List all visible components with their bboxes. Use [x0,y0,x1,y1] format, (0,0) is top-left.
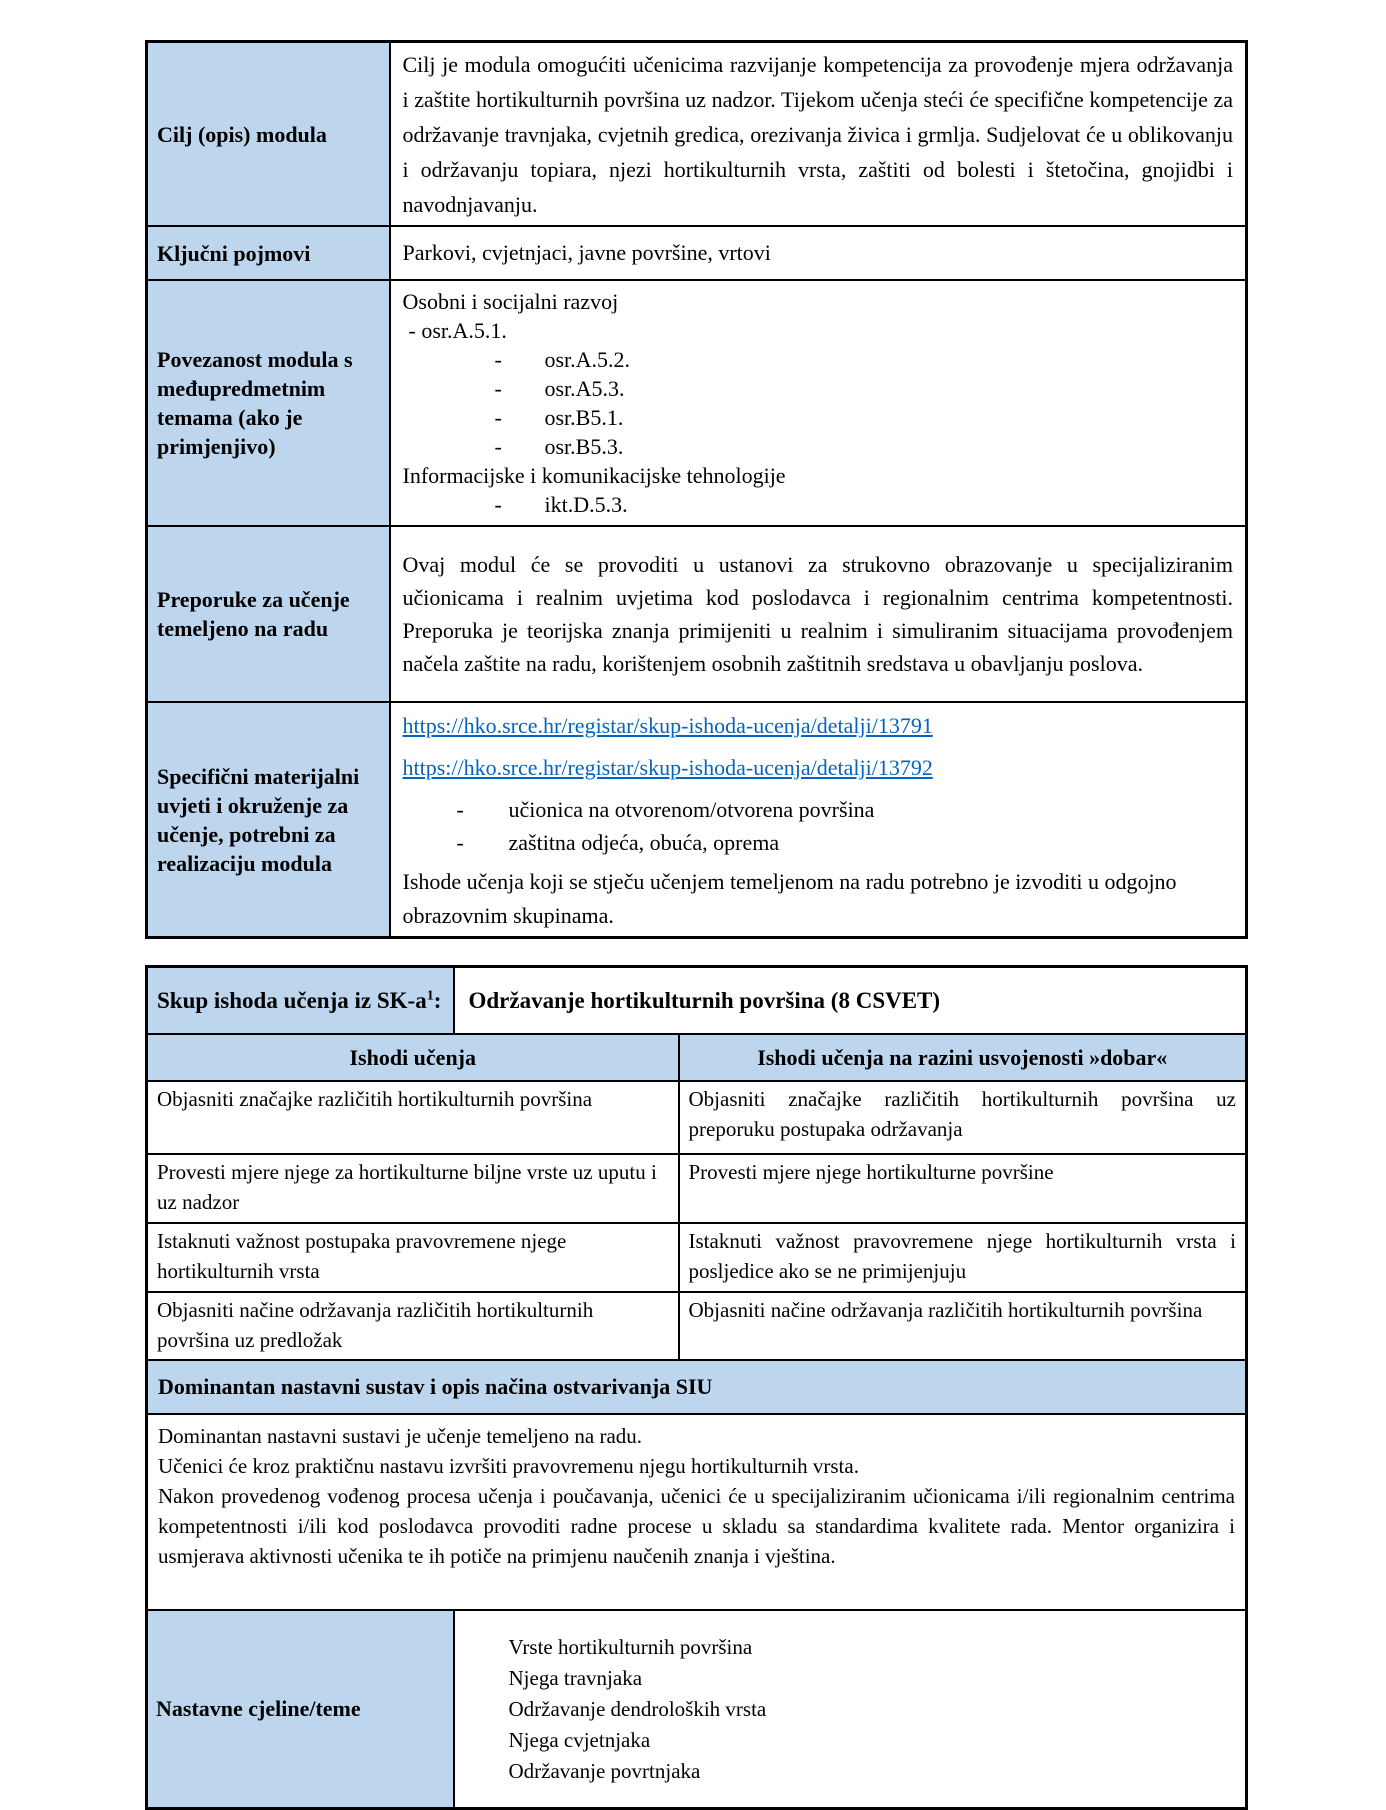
outcome-right: Objasniti načine održavanja različitih hortikulturnih površina [679,1292,1247,1360]
specificni-uvjeti-cell [390,702,1247,938]
row-povezanost [147,280,1247,526]
specificni-bullet-ucionica [403,794,1234,825]
dash-bullet: - [494,405,502,430]
tema-item: Održavanje dendroloških vrsta [508,1696,767,1721]
specificni-bullet-oprema [403,827,1234,858]
outcome-right: Istaknuti važnost pravovremene njege hortikulturnih vrsta i posljedice ako se ne primijenjuju [679,1223,1247,1292]
outcome-left: Objasniti načine održavanja različitih hortikulturnih površina uz predložak [147,1292,679,1360]
povezanost-group-osr: Osobni i socijalni razvoj [402,289,619,314]
povezanost-group-ikt: Informacijske i komunikacijske tehnologije [402,463,786,488]
row-nastavne-cjeline [147,1610,1247,1809]
specificni-closing-text: Ishode učenja koji se stječu učenjem temeljenom na radu potrebno je izvoditi u odgojno obrazovnim skupinama. [402,869,1177,928]
outcome-left: Provesti mjere njege za hortikulturne biljne vrste uz uputu i uz nadzor [147,1154,679,1223]
povezanost-ref-item [403,403,1234,432]
cilj-modula-label: Cilj (opis) modula [147,42,390,227]
povezanost-ref-text: osr.B5.3. [544,434,624,459]
preporuke-label: Preporuke za učenje temeljeno na radu [147,526,390,702]
povezanost-ref-text: osr.B5.1. [544,405,624,430]
preporuke-cell [390,526,1247,702]
header-ishodi-ucenja: Ishodi učenja [147,1034,679,1081]
dominantan-body-cell [147,1414,1247,1610]
povezanost-ref-item [403,490,1234,519]
skup-ishoda-label-text: Skup ishoda učenja iz SK-a [157,987,427,1013]
povezanost-cell [390,280,1247,526]
skup-ishoda-value: Održavanje hortikulturnih površina (8 CSVET) [454,967,1247,1035]
outcome-row [147,1154,1247,1223]
dash-bullet: - [456,797,464,822]
specificni-bullet-text: učionica na otvorenom/otvorena površina [508,797,875,822]
outcome-left: Istaknuti važnost postupaka pravovremene njege hortikulturnih vrsta [147,1223,679,1292]
dash-bullet: - [494,492,502,517]
dash-bullet: - [494,376,502,401]
row-dominantan-header [147,1360,1247,1414]
outcome-row [147,1223,1247,1292]
dash-bullet: - [494,434,502,459]
povezanost-ref-item [403,345,1234,374]
povezanost-ref-text: osr.A5.3. [544,376,625,401]
cilj-modula-cell [390,42,1247,227]
outcome-right: Provesti mjere njege hortikulturne površine [679,1154,1247,1223]
module-info-table [145,40,1248,939]
cilj-modula-text: Cilj je modula omogućiti učenicima razvijanje kompetencija za provođenje mjera održavanja i zaštite hortikulturnih površina uz nadzor. Tijekom učenja steći će specifične kompetencije za održavanje travnjaka, cvjetnih gredica, orezivanja živica i grmlja. Sudjelovat će u oblikovanju i održavanju topiara, njezi hortikulturnih vrsta, zaštiti od bolesti i štetočina, gnojidbi i navodnjavanju. [402,51,1233,217]
povezanost-ref-osr-a51: - osr.A.5.1. [408,318,507,343]
row-preporuke [147,526,1247,702]
outcomes-header-row [147,1034,1247,1081]
header-ishodi-dobar: Ishodi učenja na razini usvojenosti »dobar« [679,1034,1247,1081]
dominantan-line-1: Dominantan nastavni sustavi je učenje temeljeno na radu. [158,1424,643,1448]
skup-ishoda-label [147,967,454,1035]
hko-link-13792[interactable]: https://hko.srce.hr/registar/skup-ishoda-ucenja/detalji/13792 [402,755,933,780]
outcome-left: Objasniti značajke različitih hortikulturnih površina [147,1081,679,1154]
tema-item: Vrste hortikulturnih površina [508,1634,753,1659]
tema-item: Njega travnjaka [508,1665,643,1690]
povezanost-label: Povezanost modula s međupredmetnim temama (ako je primjenjivo) [147,280,390,526]
outcome-row [147,1081,1247,1154]
row-skup-ishoda [147,967,1247,1035]
nastavne-cjeline-label: Nastavne cjeline/teme [147,1610,454,1809]
outcome-row [147,1292,1247,1360]
povezanost-ref-text: ikt.D.5.3. [544,492,628,517]
dominantan-paragraph: Nakon provedenog vođenog procesa učenja i poučavanja, učenici će u specijaliziranim učionicama i/ili regionalnim centrima kompetentnosti i/ili kod poslodavca provoditi radne procese u skladu sa standardima kvalitete rada. Mentor organizira i usmjerava aktivnosti učenika te ih potiče na primjenu naučenih znanja i vještina. [158,1484,1235,1568]
dominantan-header-text: Dominantan nastavni sustav i opis načina ostvarivanja SIU [147,1360,1247,1414]
learning-outcomes-table [145,965,1248,1810]
povezanost-ref-text: osr.A.5.2. [544,347,631,372]
povezanost-ref-item [403,432,1234,461]
specificni-uvjeti-label: Specifični materijalni uvjeti i okruženje za učenje, potrebni za realizaciju modula [147,702,390,938]
kljucni-pojmovi-text: Parkovi, cvjetnjaci, javne površine, vrtovi [390,226,1247,280]
dominantan-line-2: Učenici će kroz praktičnu nastavu izvršiti pravovremenu njegu hortikulturnih vrsta. [158,1454,859,1478]
row-specificni-uvjeti [147,702,1247,938]
tema-item: Održavanje povrtnjaka [508,1758,701,1783]
row-dominantan-body [147,1414,1247,1610]
kljucni-pojmovi-label: Ključni pojmovi [147,226,390,280]
footnote-marker: 1 [426,987,434,1003]
nastavne-cjeline-cell [454,1610,1247,1809]
preporuke-text: Ovaj modul će se provoditi u ustanovi za strukovno obrazovanje u specijaliziranim učionicama i realnim uvjetima kod poslodavca i regionalnim centrima kompetentnosti. Preporuka je teorijska znanja primijeniti u realnim i simuliranim situacijama provođenjem načela zaštite na radu, korištenjem osobnih zaštitnih sredstava u obavljanju poslova. [402,552,1233,676]
row-kljucni-pojmovi [147,226,1247,280]
specificni-bullet-text: zaštitna odjeća, obuća, oprema [508,830,780,855]
tema-item: Njega cvjetnjaka [508,1727,651,1752]
row-cilj-modula [147,42,1247,227]
skup-ishoda-colon: : [433,987,442,1013]
hko-link-13791[interactable]: https://hko.srce.hr/registar/skup-ishoda-ucenja/detalji/13791 [402,713,933,738]
dash-bullet: - [456,830,464,855]
povezanost-ref-item [403,374,1234,403]
outcome-right: Objasniti značajke različitih hortikulturnih površina uz preporuku postupaka održavanja [679,1081,1247,1154]
dash-bullet: - [494,347,502,372]
